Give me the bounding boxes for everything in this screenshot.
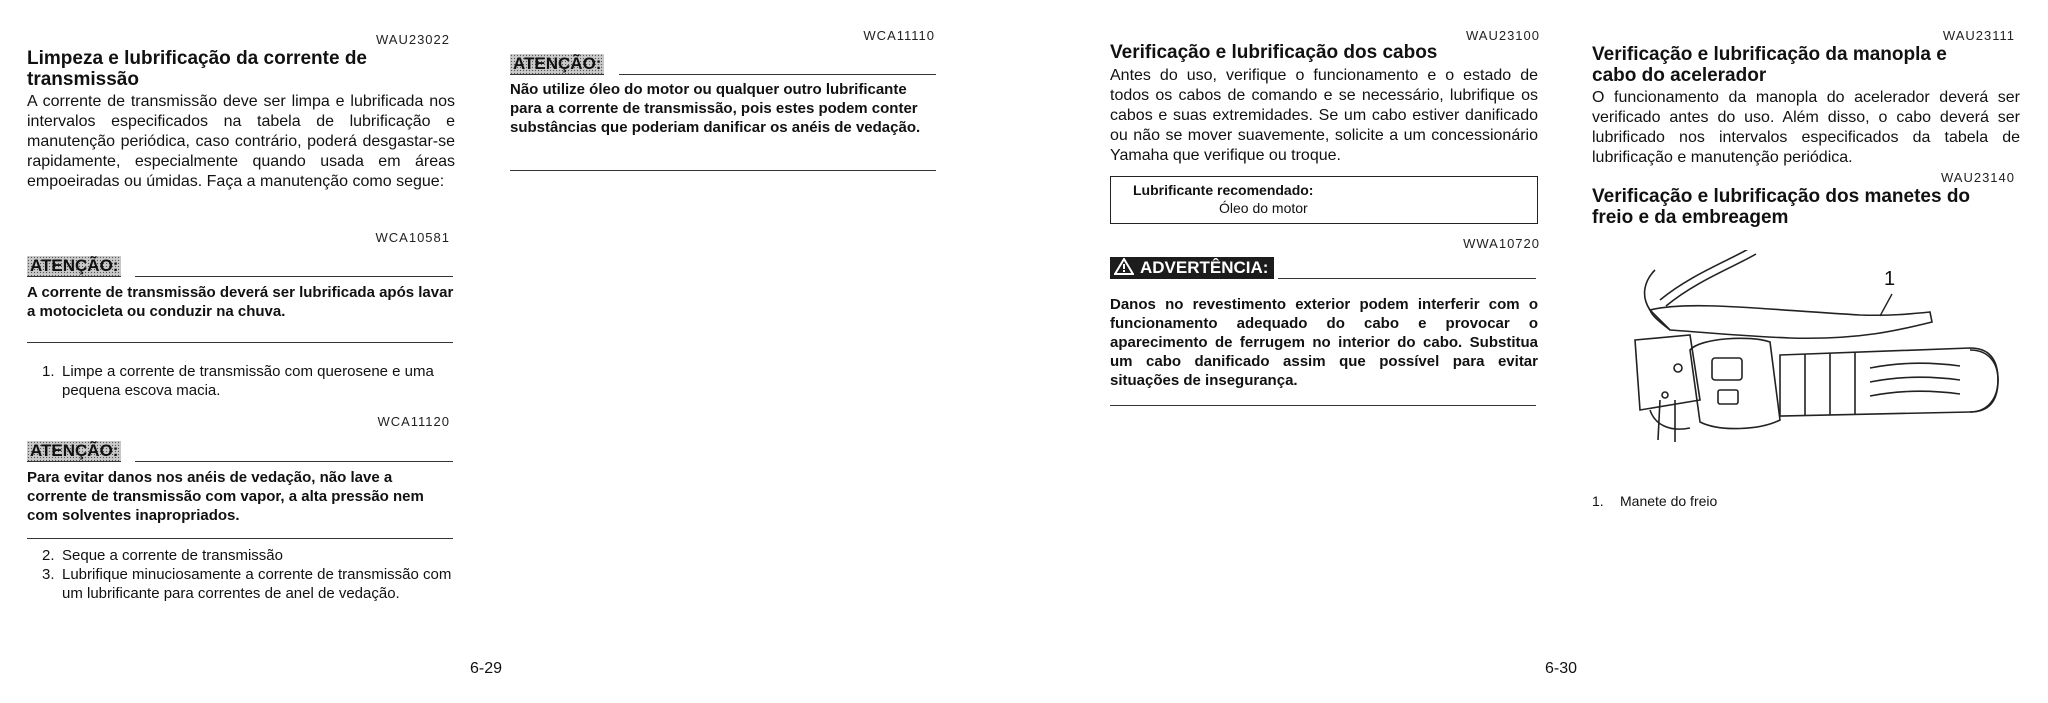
lubricant-label: Lubrificante recomendado:	[1133, 182, 1314, 198]
lubricant-box	[1110, 176, 1538, 224]
section-code: WAU23111	[1942, 28, 2015, 43]
lubricant-value: Óleo do motor	[1219, 200, 1308, 216]
step-text: Lubrifique minuciosamente a corrente de transmissão com um lubrificante para correntes de anel de vedação.	[62, 566, 452, 602]
section-title: Verificação e lubrificação da manopla e cabo do acelerador	[1592, 44, 1947, 86]
section-title: Verificação e lubrificação dos cabos	[1110, 42, 1438, 63]
caution-top-rule	[619, 74, 936, 75]
caution-text: A corrente de transmissão deverá ser lubrificada após lavar a motocicleta ou conduzir na chuva.	[27, 284, 454, 320]
caution-bottom-rule	[27, 342, 453, 343]
caution-bottom-rule	[510, 170, 936, 171]
caution-label: ATENÇÃO:	[27, 441, 121, 462]
page-number: 6-29	[470, 660, 503, 677]
step-text: Limpe a corrente de transmissão com querosene e uma pequena escova macia.	[62, 363, 434, 399]
warning-text: Danos no revestimento exterior podem interferir com o funcionamento adequado do cabo e provocar o aparecimento de ferrugem no interior do cabo. Substitua um cabo danificado assim que possível para evitar situações de insegurança.	[1110, 296, 1538, 389]
list-item	[42, 546, 454, 565]
section-code: WAU23022	[376, 32, 450, 47]
step-number: 1.	[42, 363, 55, 380]
caution-code: WCA11110	[863, 28, 935, 43]
step-list	[42, 546, 454, 603]
figure-callout-number: 1	[1884, 268, 1896, 290]
brake-lever-figure	[1630, 250, 2010, 465]
step-text: Seque a corrente de transmissão	[62, 547, 283, 564]
caution-label: ATENÇÃO:	[27, 256, 121, 277]
caution-text: Não utilize óleo do motor ou qualquer outro lubrificante para a corrente de transmissão, pois estes podem conter substâncias que poderiam danificar os anéis de vedação.	[510, 81, 921, 136]
list-item	[42, 362, 454, 400]
figure-caption-text: Manete do freio	[1620, 493, 1718, 509]
section-code: WAU23100	[1466, 28, 1540, 43]
list-item	[42, 565, 454, 603]
caution-bottom-rule	[27, 538, 453, 539]
section-title: Limpeza e lubrificação da corrente de transmissão	[27, 48, 367, 90]
page-number: 6-30	[1545, 660, 1578, 677]
brake-lever-illustration	[1630, 250, 2010, 465]
caution-code: WCA10581	[375, 230, 450, 245]
figure-caption-number: 1.	[1592, 493, 1604, 509]
caution-text: Para evitar danos nos anéis de vedação, não lave a corrente de transmissão com vapor, a alta pressão nem com solventes inapropriados.	[27, 469, 424, 524]
step-list	[42, 362, 454, 400]
section-intro: A corrente de transmissão deve ser limpa e lubrificada nos intervalos especificados na tabela de lubrificação e manutenção periódica, caso contrário, poderá desgastar-se rapidamente, especialmente quando usada em áreas empoeiradas ou úmidas. Faça a manutenção como segue:	[27, 93, 455, 190]
caution-label: ATENÇÃO:	[510, 54, 604, 75]
step-number: 3.	[42, 566, 55, 583]
warning-code: WWA10720	[1463, 236, 1540, 251]
warning-triangle-icon	[1114, 257, 1134, 279]
caution-top-rule	[135, 276, 453, 277]
step-number: 2.	[42, 547, 55, 564]
caution-top-rule	[135, 461, 453, 462]
callout-line	[1880, 294, 1892, 316]
warning-top-rule	[1278, 278, 1536, 279]
warning-label-badge	[1110, 257, 1274, 279]
section-text: O funcionamento da manopla do acelerador deverá ser verificado antes do uso. Além disso, o cabo deverá ser lubrificado nos intervalos especificados da tabela de lubrificação e manutenção periódica.	[1592, 89, 2020, 166]
caution-code: WCA11120	[377, 414, 450, 429]
section-code: WAU23140	[1941, 170, 2015, 185]
warning-bottom-rule	[1110, 405, 1536, 406]
section-intro: Antes do uso, verifique o funcionamento e o estado de todos os cabos de comando e se necessário, lubrifique os cabos e suas extremidades. Se um cabo estiver danificado ou não se mover suavemente, solicite a um concessionário Yamaha que verifique ou troque.	[1110, 67, 1538, 164]
warning-label: ADVERTÊNCIA:	[1140, 258, 1269, 277]
section-title: Verificação e lubrificação dos manetes do freio e da embreagem	[1592, 186, 1971, 228]
